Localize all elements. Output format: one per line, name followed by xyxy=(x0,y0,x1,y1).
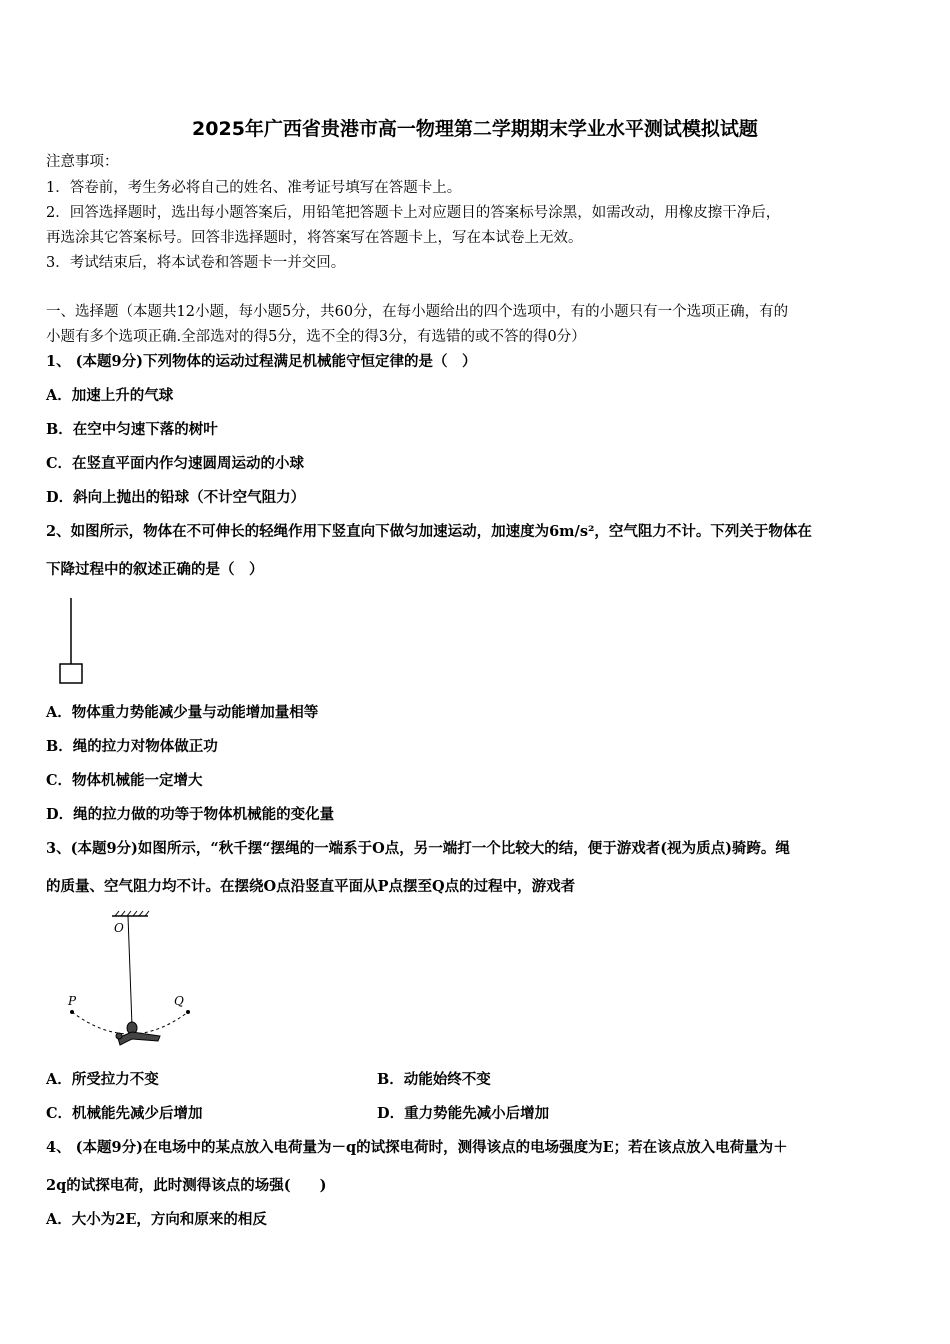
q2-option-c: C．物体机械能一定增大 xyxy=(46,772,203,789)
q2-option-d: D．绳的拉力做的功等于物体机械能的变化量 xyxy=(46,806,335,823)
notice-item: 再选涂其它答案标号。回答非选择题时，将答案写在答题卡上，写在本试卷上无效。 xyxy=(46,230,583,246)
section-heading: 小题有多个选项正确.全部选对的得5分，选不全的得3分，有选错的或不答的得0分） xyxy=(46,329,586,345)
q4-stem: 4、 (本题9分)在电场中的某点放入电荷量为－q的试探电荷时，测得该点的电场强度为E；若在该点放入电荷量为＋ xyxy=(46,1139,788,1156)
q3-stem: 3、(本题9分)如图所示，“秋千摆“摆绳的一端系于O点，另一端打一个比较大的结，便于游戏者(视为质点)骑跨。绳 xyxy=(46,840,790,857)
q4-option-a: A．大小为2E，方向和原来的相反 xyxy=(46,1211,267,1228)
q3-option-a: A．所受拉力不变 xyxy=(46,1071,159,1088)
q1-option-b: B．在空中匀速下落的树叶 xyxy=(46,421,218,438)
q3-stem: 的质量、空气阻力均不计。在摆绕O点沿竖直平面从P点摆至Q点的过程中，游戏者 xyxy=(46,878,576,895)
section-heading: 一、选择题（本题共12小题，每小题5分，共60分，在每小题给出的四个选项中，有的小题只有一个选项正确，有的 xyxy=(46,304,789,320)
q3-option-c: C．机械能先减少后增加 xyxy=(46,1105,203,1122)
page-title: 2025年广西省贵港市高一物理第二学期期末学业水平测试模拟试题 xyxy=(192,118,758,140)
notice-item: 2．回答选择题时，选出每小题答案后，用铅笔把答题卡上对应题目的答案标号涂黑，如需改动，用橡皮擦干净后， xyxy=(46,205,781,221)
q1-option-d: D．斜向上抛出的铅球（不计空气阻力） xyxy=(46,489,306,506)
q3-option-b: B．动能始终不变 xyxy=(377,1071,491,1088)
block-box xyxy=(60,664,82,683)
swing-rope xyxy=(128,916,132,1026)
q2-option-b: B．绳的拉力对物体做正功 xyxy=(46,738,218,755)
q2-option-a: A．物体重力势能减少量与动能增加量相等 xyxy=(46,704,319,721)
notice-heading: 注意事项： xyxy=(46,154,119,170)
q3-option-d: D．重力势能先减小后增加 xyxy=(377,1105,550,1122)
label-o: O xyxy=(114,921,124,935)
q1-stem: 1、 (本题9分)下列物体的运动过程满足机械能守恒定律的是（ ） xyxy=(46,353,477,370)
notice-item: 3．考试结束后，将本试卷和答题卡一并交回。 xyxy=(46,255,346,271)
q2-figure xyxy=(55,596,90,686)
q4-stem: 2q的试探电荷，此时测得该点的场强( ) xyxy=(46,1177,327,1194)
q1-option-c: C．在竖直平面内作匀速圆周运动的小球 xyxy=(46,455,305,472)
q3-swing-figure xyxy=(60,908,210,1058)
point-q xyxy=(186,1010,190,1014)
point-p xyxy=(70,1010,74,1014)
label-q: Q xyxy=(174,994,184,1008)
q2-stem: 2、如图所示，物体在不可伸长的轻绳作用下竖直向下做匀加速运动，加速度为6m/s²，空气阻力不计。下列关于物体在 xyxy=(46,523,812,540)
q1-option-a: A．加速上升的气球 xyxy=(46,387,174,404)
notice-item: 1．答卷前，考生务必将自己的姓名、准考证号填写在答题卡上。 xyxy=(46,180,462,196)
q2-stem: 下降过程中的叙述正确的是（ ） xyxy=(46,561,264,578)
label-p: P xyxy=(68,994,77,1008)
